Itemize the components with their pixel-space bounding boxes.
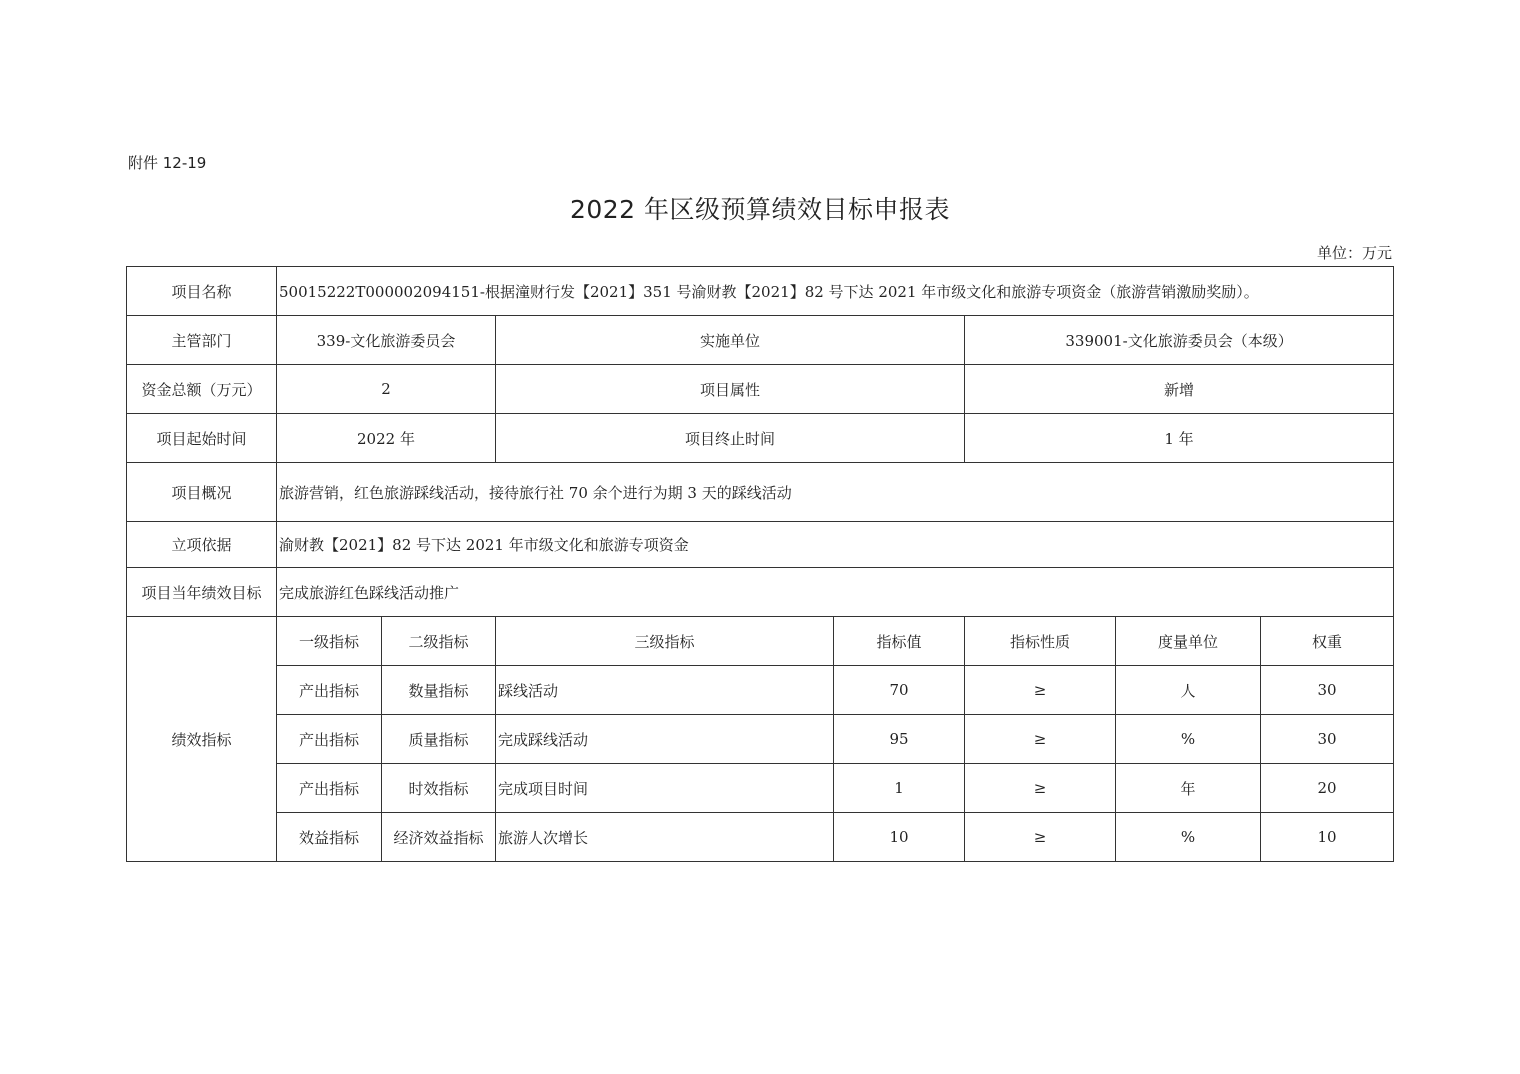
nature-cell: ≥ (965, 666, 1116, 715)
total-funding-value: 2 (277, 365, 496, 414)
overview-row (127, 463, 1394, 522)
unit-cell: % (1116, 813, 1261, 862)
annual-goal-row (127, 568, 1394, 617)
level2-cell: 数量指标 (382, 666, 496, 715)
level3-cell: 旅游人次增长 (496, 813, 834, 862)
basis-row (127, 522, 1394, 568)
weight-cell: 10 (1261, 813, 1394, 862)
level1-cell: 产出指标 (277, 764, 382, 813)
table-row (127, 666, 1394, 715)
unit-cell: 年 (1116, 764, 1261, 813)
performance-target-table (126, 266, 1394, 862)
implementing-unit-value: 339001-文化旅游委员会（本级） (965, 316, 1394, 365)
project-attribute-label: 项目属性 (496, 365, 965, 414)
attachment-label: 附件 12-19 (128, 154, 207, 172)
indicators-label: 绩效指标 (127, 617, 277, 862)
end-time-value: 1 年 (965, 414, 1394, 463)
department-row (127, 316, 1394, 365)
start-time-value: 2022 年 (277, 414, 496, 463)
level1-cell: 产出指标 (277, 666, 382, 715)
end-time-label: 项目终止时间 (496, 414, 965, 463)
indicator-header-row (127, 617, 1394, 666)
nature-cell: ≥ (965, 764, 1116, 813)
header-weight: 权重 (1261, 617, 1394, 666)
annual-goal-value: 完成旅游红色踩线活动推广 (277, 568, 1394, 617)
level3-cell: 完成项目时间 (496, 764, 834, 813)
value-cell: 1 (834, 764, 965, 813)
basis-label: 立项依据 (127, 522, 277, 568)
project-name-row (127, 267, 1394, 316)
header-level1: 一级指标 (277, 617, 382, 666)
header-nature: 指标性质 (965, 617, 1116, 666)
timing-row (127, 414, 1394, 463)
overview-label: 项目概况 (127, 463, 277, 522)
total-funding-label: 资金总额（万元） (127, 365, 277, 414)
start-time-label: 项目起始时间 (127, 414, 277, 463)
nature-cell: ≥ (965, 813, 1116, 862)
unit-cell: 人 (1116, 666, 1261, 715)
weight-cell: 30 (1261, 666, 1394, 715)
department-value: 339-文化旅游委员会 (277, 316, 496, 365)
level2-cell: 时效指标 (382, 764, 496, 813)
page-title: 2022 年区级预算绩效目标申报表 (569, 195, 951, 224)
weight-cell: 20 (1261, 764, 1394, 813)
level3-cell: 完成踩线活动 (496, 715, 834, 764)
table-row (127, 813, 1394, 862)
nature-cell: ≥ (965, 715, 1116, 764)
header-unit: 度量单位 (1116, 617, 1261, 666)
department-label: 主管部门 (127, 316, 277, 365)
level3-cell: 踩线活动 (496, 666, 834, 715)
level1-cell: 产出指标 (277, 715, 382, 764)
unit-label: 单位：万元 (1316, 244, 1392, 262)
level2-cell: 质量指标 (382, 715, 496, 764)
annual-goal-label: 项目当年绩效目标 (127, 568, 277, 617)
project-name-label: 项目名称 (127, 267, 277, 316)
funding-row (127, 365, 1394, 414)
basis-value: 渝财教【2021】82 号下达 2021 年市级文化和旅游专项资金 (277, 522, 1394, 568)
table-row (127, 715, 1394, 764)
level2-cell: 经济效益指标 (382, 813, 496, 862)
project-attribute-value: 新增 (965, 365, 1394, 414)
value-cell: 95 (834, 715, 965, 764)
header-level3: 三级指标 (496, 617, 834, 666)
table-row (127, 764, 1394, 813)
implementing-unit-label: 实施单位 (496, 316, 965, 365)
unit-cell: % (1116, 715, 1261, 764)
header-level2: 二级指标 (382, 617, 496, 666)
project-name-value: 50015222T000002094151-根据潼财行发【2021】351 号渝财教【2021】82 号下达 2021 年市级文化和旅游专项资金（旅游营销激励奖励）。 (277, 267, 1394, 316)
value-cell: 70 (834, 666, 965, 715)
header-value: 指标值 (834, 617, 965, 666)
value-cell: 10 (834, 813, 965, 862)
overview-value: 旅游营销，红色旅游踩线活动，接待旅行社 70 余个进行为期 3 天的踩线活动 (277, 463, 1394, 522)
level1-cell: 效益指标 (277, 813, 382, 862)
weight-cell: 30 (1261, 715, 1394, 764)
